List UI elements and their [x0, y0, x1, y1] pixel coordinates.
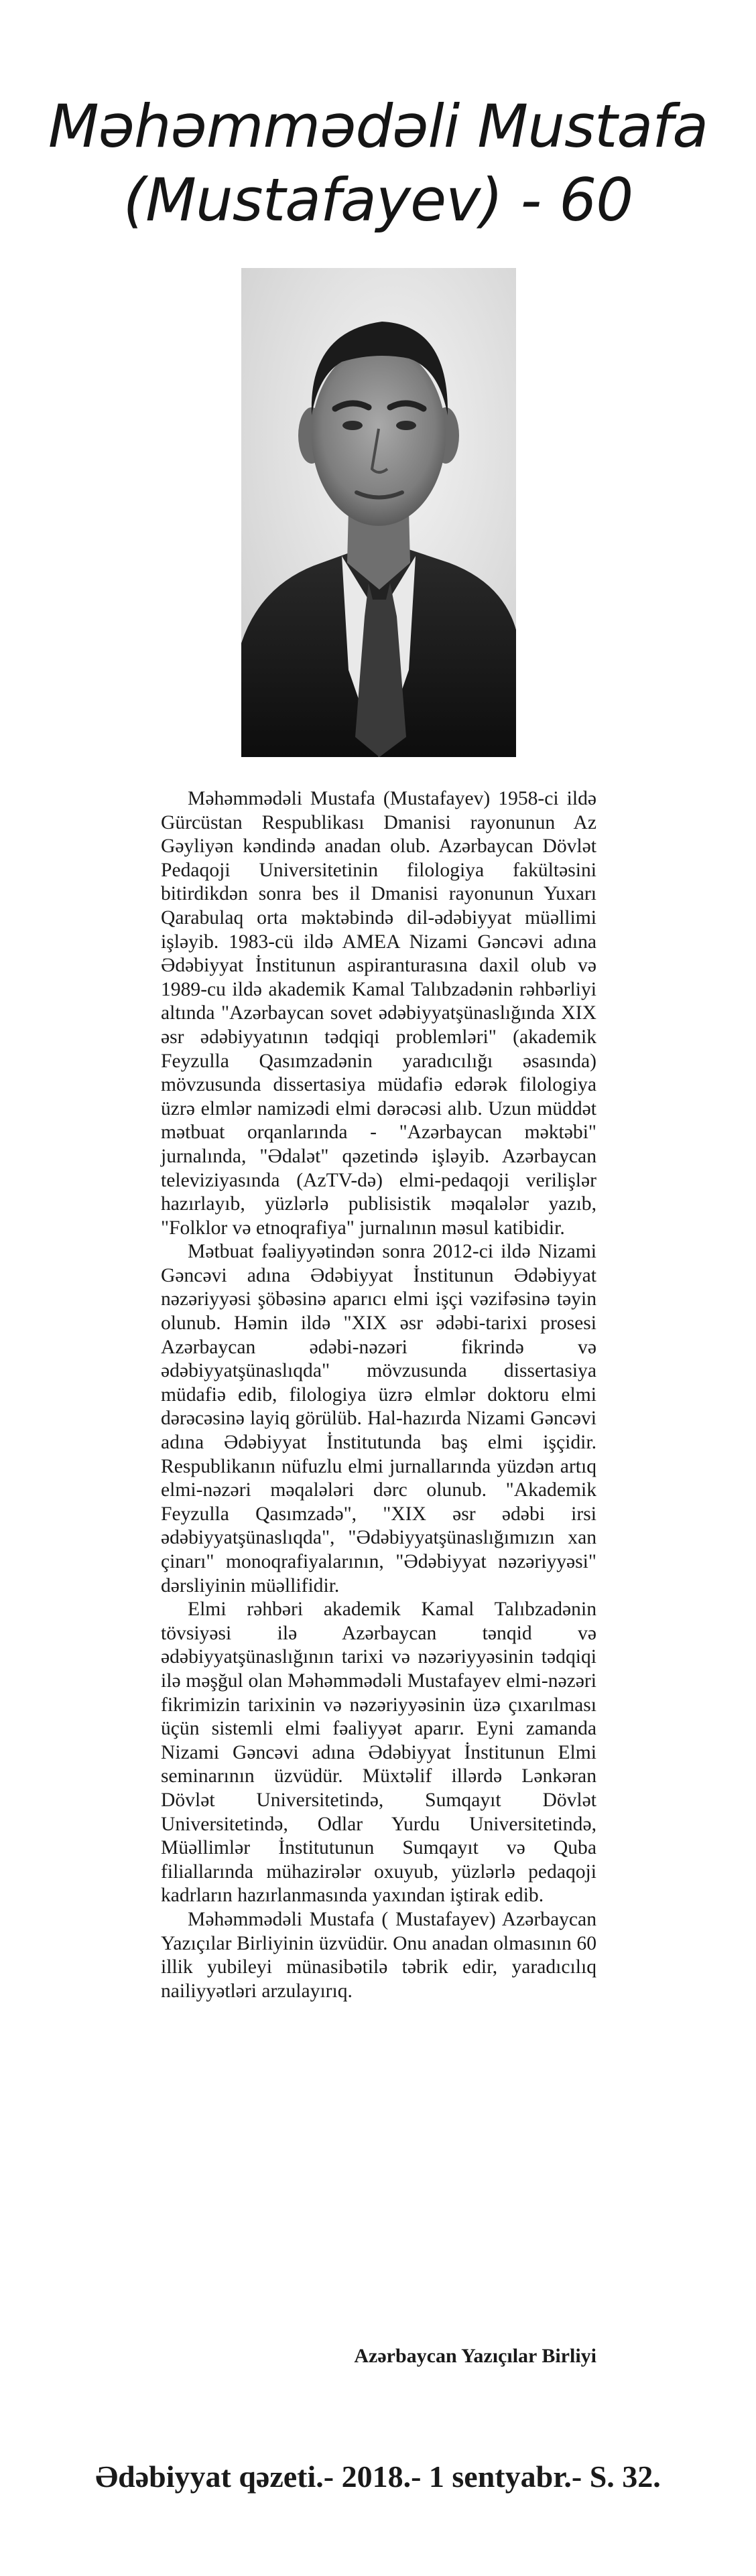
source-citation: Ədəbiyyat qəzeti.- 2018.- 1 sentyabr.- S. 32. — [95, 2459, 661, 2494]
article-paragraph-2: Mətbuat fəaliyyətindən sonra 2012-ci ildə Nizami Gəncəvi adına Ədəbiyyat İnstitunun Ədəbiyyat nəzəriyyəsi şöbəsinə aparıcı elmi işçi vəzifəsinə təyin olunub. Həmin ildə "XIX əsr ədəbi-tarixi prosesi Azərbaycan ədəbi-nəzəri fikrində və ədəbiyyatşünaslıqda" mövzusunda dissertasiya müdafiə edib, filologiya üzrə elmlər doktoru elmi dərəcəsinə layiq görülüb. Hal-hazırda Nizami Gəncəvi adına Ədəbiyyat İnstitutunda baş elmi işçidir. Respublikanın nüfuzlu elmi jurnallarında yüzdən artıq elmi-nəzəri məqalələri dərc olunub. "Akademik Feyzulla Qasımzadə", "XIX əsr ədəbi irsi ədəbiyyatşünaslıqda", "Ədəbiyyatşünaslığımızın xan çinarı" monoqrafiyalarının, "Ədəbiyyat nəzəriyyəsi" dərsliyinin müəllifidir. — [161, 1241, 596, 1597]
article-paragraph-3: Elmi rəhbəri akademik Kamal Talıbzadənin tövsiyəsi ilə Azərbaycan tənqid və ədəbiyyatşünaslığının tarixi və nəzəriyyəsinin tədqiqi ilə məşğul olan Məhəmmədəli Mustafayev elmi-nəzəri fikrimizin tarixinin və nəzəriyyəsinin üzə çıxarılması üçün sistemli elmi fəaliyyət aparır. Eyni zamanda Nizami Gəncəvi adına Ədəbiyyat İnstitunun Elmi seminarının üzvüdür. Müxtəlif illərdə Lənkəran Dövlət Universitetində, Sumqayıt Dövlət Universitetində, Odlar Yurdu Universitetində, Müəllimlər İnstitutunun Sumqayıt və Quba filiallarında mühazirələr oxuyub, yüzlərlə pedaqoji kadrların hazırlanmasında yaxından iştirak edib. — [161, 1599, 596, 1907]
article-paragraph-4: Məhəmmədəli Mustafa ( Mustafayev) Azərbaycan Yazıçılar Birliyinin üzvüdür. Onu anadan olmasının 60 illik yubileyi münasibətilə təbrik edir, yaradıcılıq nailiyyətləri arzulayırıq. — [161, 1908, 596, 2002]
portrait-photo-icon — [241, 268, 516, 757]
article-paragraph-1: Məhəmmədəli Mustafa (Mustafayev) 1958-ci ildə Gürcüstan Respublikası Dmanisi rayonunun Az Gəyliyən kəndində anadan olub. Azərbaycan Dövlət Pedaqoji Universitetinin filologiya fakültəsini bitirdikdən sonra bes il Dmanisi rayonunun Yuxarı Qarabulaq orta məktəbində dil-ədəbiyyat müəllimi işləyib. 1983-cü ildə AMEA Nizami Gəncəvi adına Ədəbiyyat İnstitunun aspiranturasına daxil olub və 1989-cu ildə akademik Kamal Talıbzadənin rəhbərliyi altında "Azərbaycan sovet ədəbiyyatşünaslığında XIX əsr ədəbiyyatının tədqiqi problemləri" (akademik Feyzulla Qasımzadənin yaradıcılığı əsasında) mövzusunda dissertasiya müdafiə edərək filologiya üzrə elmlər namizədi elmi dərəcəsi alıb. Uzun müddət mətbuat orqanlarında - "Azərbaycan məktəbi" jurnalında, "Ədalət" qəzetində işləyib. Azərbaycan televiziyasında (AzTV-də) elmi-pedaqoji verilişlər hazırlayıb, yüzlərlə publisistik məqalələr yazıb, "Folklor və etnoqrafiya" jurnalının məsul katibidir. — [161, 788, 596, 1239]
portrait-photo — [241, 268, 516, 757]
article-title-line2: (Mustafayev) - 60 — [123, 165, 633, 234]
article-title-line1: Məhəmmədəli Mustafa — [48, 92, 708, 161]
article-signature: Azərbaycan Yazıçılar Birliyi — [354, 2345, 596, 2367]
article-body — [161, 787, 596, 2003]
